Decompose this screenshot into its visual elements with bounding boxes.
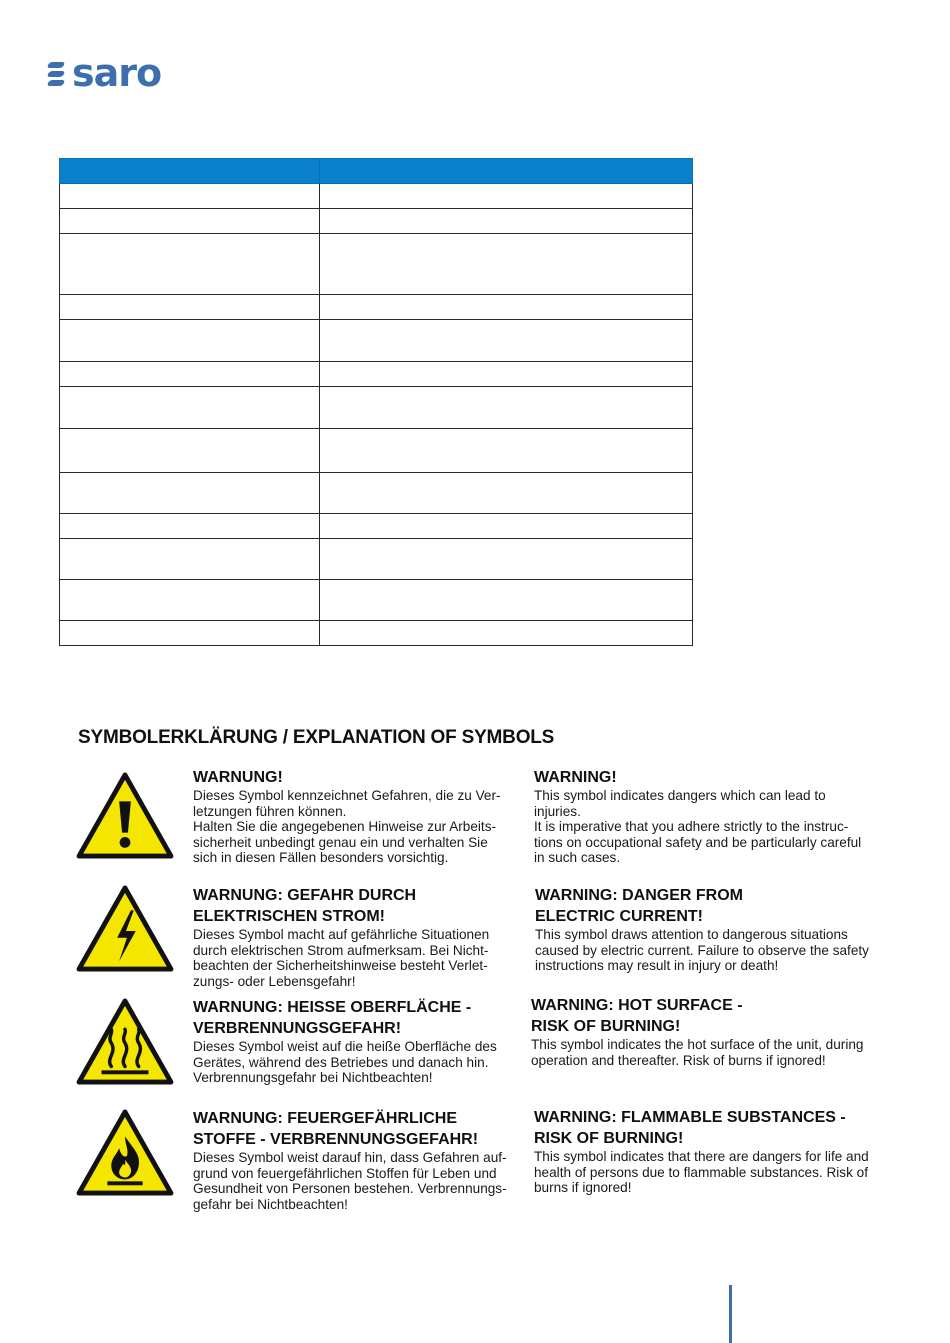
symbol-2-de-heading: WARNUNG: GEFAHR DURCH ELEKTRISCHEN STROM! — [193, 887, 417, 925]
symbol-1-de — [193, 767, 523, 866]
symbol-2-en-text: This symbol draws attention to dangerous situations caused by electric current. Failure to observe the safety instructions may result in injury or death! — [535, 927, 869, 973]
table-cell — [60, 320, 320, 362]
table-cell — [60, 580, 320, 621]
table-cell — [60, 514, 320, 539]
table-row — [60, 539, 693, 580]
symbol-1-de-text: Dieses Symbol kennzeichnet Gefahren, die zu Ver- letzungen führen können. Halten Sie die angegebenen Hinweise zur Arbeits- sicherheit unbedingt genau ein und verhalten Sie sich in diesen Fällen besonders vorsichtig. — [193, 788, 501, 865]
symbol-2-en — [535, 885, 905, 974]
saro-logo — [48, 51, 162, 95]
symbol-4-en — [534, 1107, 906, 1196]
hot-surface-icon — [76, 998, 174, 1086]
symbol-3-en-heading: WARNING: HOT SURFACE - RISK OF BURNING! — [531, 997, 743, 1035]
table-row — [60, 184, 693, 209]
symbol-4-de-heading: WARNUNG: FEUERGEFÄHRLICHE STOFFE - VERBRENNUNGSGEFAHR! — [193, 1110, 479, 1148]
table-cell — [320, 362, 693, 387]
table-cell — [320, 539, 693, 580]
table-row — [60, 234, 693, 295]
saro-logo-mark-icon — [48, 58, 68, 88]
flammable-substances-icon — [76, 1109, 174, 1197]
table-row — [60, 514, 693, 539]
table-cell — [60, 184, 320, 209]
table-cell — [320, 159, 693, 184]
symbol-3-de-text: Dieses Symbol weist auf die heiße Oberfläche des Gerätes, während des Betriebes und danach hin. Verbrennungsgefahr bei Nichtbeachten! — [193, 1039, 497, 1085]
table-row — [60, 295, 693, 320]
table-row — [60, 621, 693, 646]
electric-current-icon — [76, 885, 174, 973]
table-cell — [60, 539, 320, 580]
symbol-2-de — [193, 885, 523, 989]
table-cell — [60, 234, 320, 295]
table-cell — [320, 387, 693, 429]
table-row — [60, 387, 693, 429]
symbol-1-en-text: This symbol indicates dangers which can lead to injuries. It is imperative that you adhere strictly to the instruc- tions on occupational safety and be particularly careful in such cases. — [534, 788, 862, 865]
table-cell — [320, 209, 693, 234]
table-cell — [320, 320, 693, 362]
table-row — [60, 429, 693, 473]
symbol-2-en-heading: WARNING: DANGER FROM ELECTRIC CURRENT! — [535, 887, 743, 925]
warning-exclamation-icon — [76, 772, 174, 860]
symbol-4-en-heading: WARNING: FLAMMABLE SUBSTANCES - RISK OF BURNING! — [534, 1109, 846, 1147]
table-cell — [320, 234, 693, 295]
symbol-3-en — [531, 995, 906, 1068]
symbol-3-en-text: This symbol indicates the hot surface of the unit, during operation and thereafter. Risk of burns if ignored! — [531, 1037, 864, 1068]
table-row — [60, 320, 693, 362]
symbol-4-de-text: Dieses Symbol weist darauf hin, dass Gefahren auf- grund von feuergefährlichen Stoffen für Leben und Gesundheit von Personen bestehen. Verbrennungs- gefahr bei Nichtbeachten! — [193, 1150, 507, 1212]
page-divider-bar — [729, 1285, 732, 1343]
symbol-3-de-heading: WARNUNG: HEISSE OBERFLÄCHE - VERBRENNUNGSGEFAHR! — [193, 999, 472, 1037]
brand-name: saro — [72, 51, 162, 95]
table-row — [60, 362, 693, 387]
table-row — [60, 473, 693, 514]
table-header-row — [60, 159, 693, 184]
table-cell — [60, 473, 320, 514]
table-cell — [60, 295, 320, 320]
table-cell — [60, 362, 320, 387]
table-cell — [320, 621, 693, 646]
symbol-3-de — [193, 997, 523, 1086]
table-row — [60, 580, 693, 621]
table-cell — [60, 209, 320, 234]
symbol-2-de-text: Dieses Symbol macht auf gefährliche Situationen durch elektrischen Strom aufmerksam. Bei Nicht- beachten der Sicherheitshinweise besteht Verlet- zungs- oder Lebensgefahr! — [193, 927, 490, 989]
specification-table — [59, 158, 693, 646]
table-cell — [320, 473, 693, 514]
table-cell — [320, 184, 693, 209]
table-cell — [60, 621, 320, 646]
table-cell — [320, 295, 693, 320]
symbol-1-en — [534, 767, 904, 866]
table-row — [60, 209, 693, 234]
section-title: SYMBOLERKLÄRUNG / EXPLANATION OF SYMBOLS — [78, 727, 555, 748]
table-cell — [320, 580, 693, 621]
symbol-4-de — [193, 1108, 528, 1212]
symbol-1-en-heading: WARNING! — [534, 769, 617, 786]
table-cell — [60, 159, 320, 184]
symbol-1-de-heading: WARNUNG! — [193, 769, 283, 786]
table-cell — [60, 429, 320, 473]
table-cell — [60, 387, 320, 429]
table-cell — [320, 429, 693, 473]
table-cell — [320, 514, 693, 539]
symbol-4-en-text: This symbol indicates that there are dangers for life and health of persons due to flammable substances. Risk of burns if ignored! — [534, 1149, 869, 1195]
